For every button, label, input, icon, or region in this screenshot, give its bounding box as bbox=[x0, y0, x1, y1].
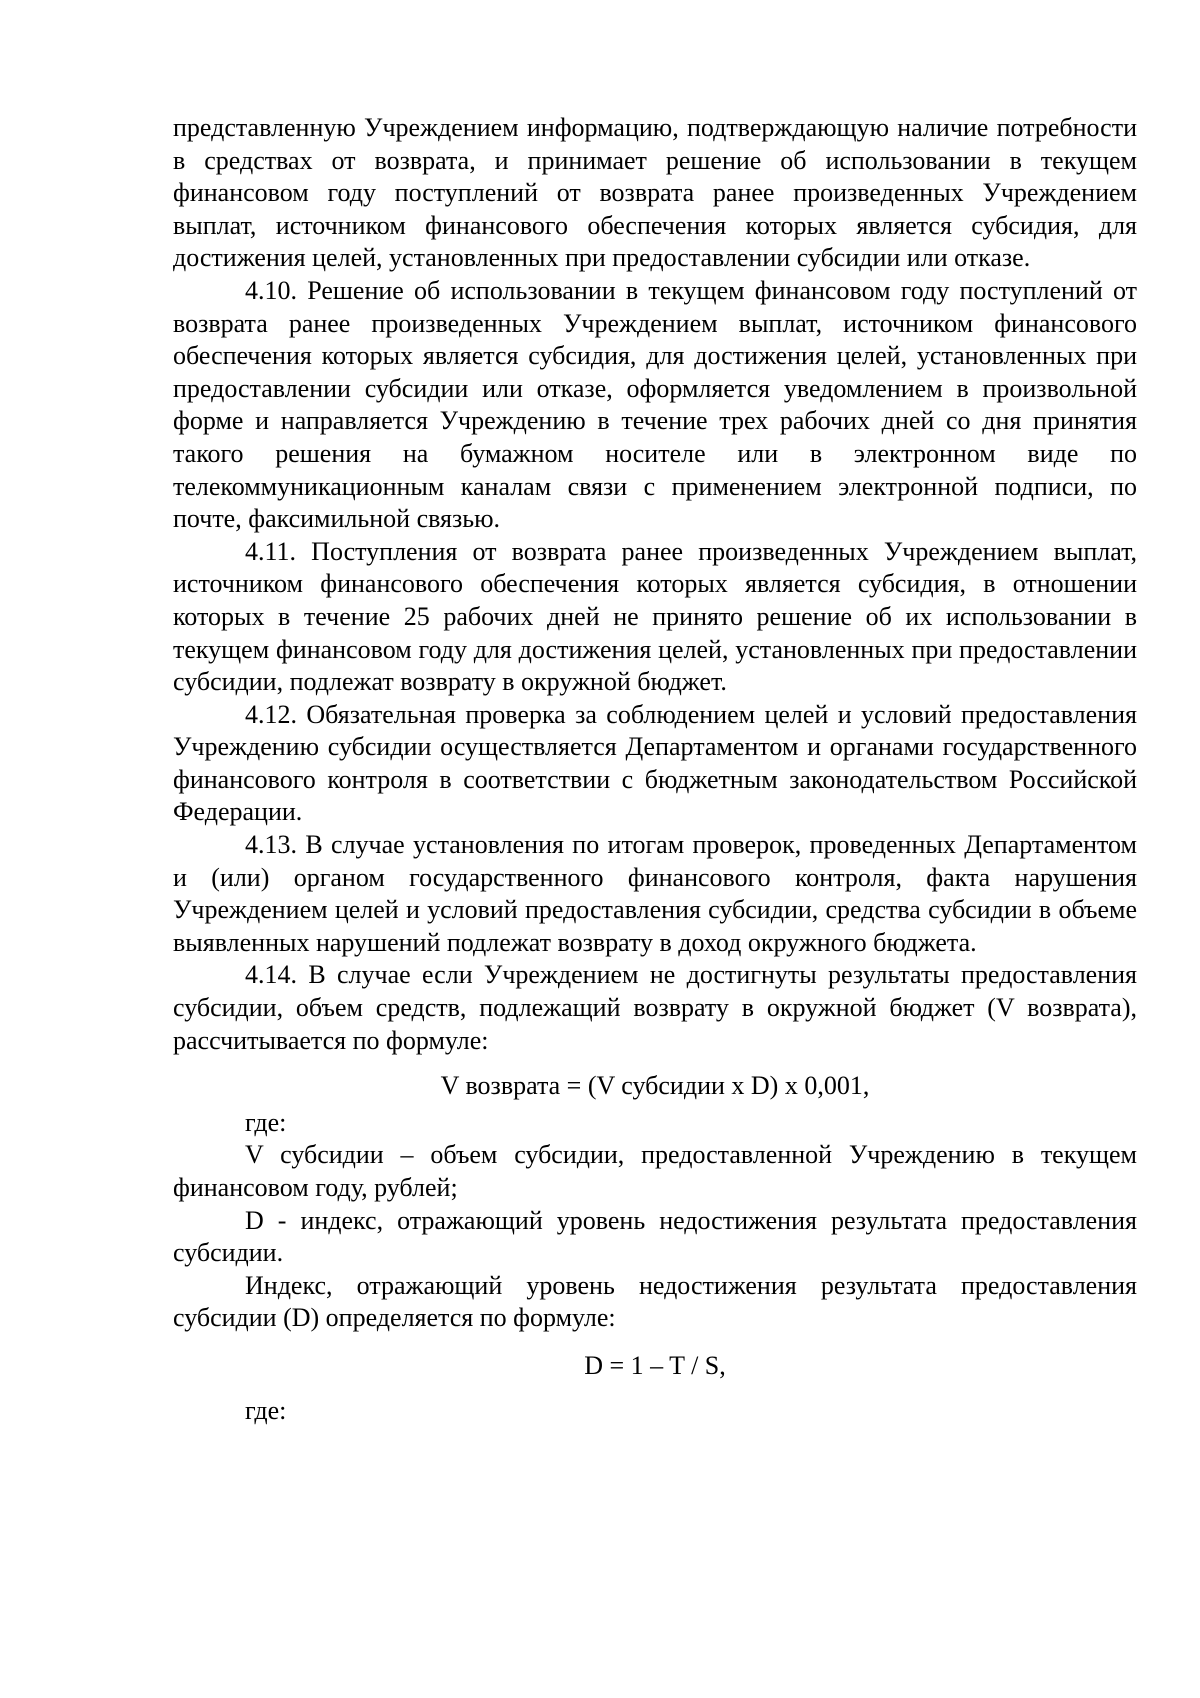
where-label-2: где: bbox=[245, 1395, 287, 1425]
paragraph-4-10: 4.10. Решение об использовании в текущем финансовом году поступлений от возврата ранее произведенных Учреждением выплат, источником финансового обеспечения которых является субсидия, для достижения целей, установленных при предоставлении субсидии или отказе, оформляется уведомлением в произвольной форме и направляется Учреждению в течение трех рабочих дней со дня принятия такого решения на бумажном носителе или в электронном виде по телекоммуникационным каналам связи с применением электронной подписи, по почте, факсимильной связью. bbox=[173, 275, 1137, 534]
formula-d: D = 1 – T / S, bbox=[584, 1350, 726, 1380]
paragraph-4-13: 4.13. В случае установления по итогам проверок, проведенных Департаментом и (или) органом государственного финансового контроля, факта нарушения Учреждением целей и условий предоставления субсидии, средства субсидии в объеме выявленных нарушений подлежат возврату в доход окружного бюджета. bbox=[173, 830, 1137, 957]
paragraph-continuation: представленную Учреждением информацию, подтверждающую наличие потребности в средствах от возврата, и принимает решение об использовании в текущем финансовом году поступлений от возврата ранее произведенных Учреждением выплат, источником финансового обеспечения которых является субсидия, для достижения целей, установленных при предоставлении субсидии или отказе. bbox=[173, 113, 1137, 273]
paragraph-index-d: Индекс, отражающий уровень недостижения результата предоставления субсидии (D) определяется по формуле: bbox=[173, 1270, 1137, 1333]
paragraph-4-12: 4.12. Обязательная проверка за соблюдением целей и условий предоставления Учреждению субсидии осуществляется Департаментом и органами государственного финансового контроля в соответствии с бюджетным законодательством Российской Федерации. bbox=[173, 699, 1137, 827]
paragraph-4-11: 4.11. Поступления от возврата ранее произведенных Учреждением выплат, источником финансового обеспечения которых является субсидия, в отношении которых в течение 25 рабочих дней не принято решение об их использовании в текущем финансовом году для достижения целей, установленных при предоставлении субсидии, подлежат возврату в окружной бюджет. bbox=[173, 536, 1137, 697]
formula-v-return: V возврата = (V субсидии x D) x 0,001, bbox=[440, 1071, 870, 1101]
paragraph-4-14: 4.14. В случае если Учреждением не достигнуты результаты предоставления субсидии, объем средств, подлежащий возврату в окружной бюджет (V возврата), рассчитывается по формуле: bbox=[173, 960, 1137, 1055]
where-label-1: где: bbox=[245, 1107, 287, 1137]
definition-d-index: D - индекс, отражающий уровень недостижения результата предоставления субсидии. bbox=[173, 1205, 1137, 1268]
document-page bbox=[173, 112, 1137, 1427]
definition-v-subsidy: V субсидии – объем субсидии, предоставленной Учреждению в текущем финансовом году, рублей; bbox=[173, 1140, 1137, 1202]
